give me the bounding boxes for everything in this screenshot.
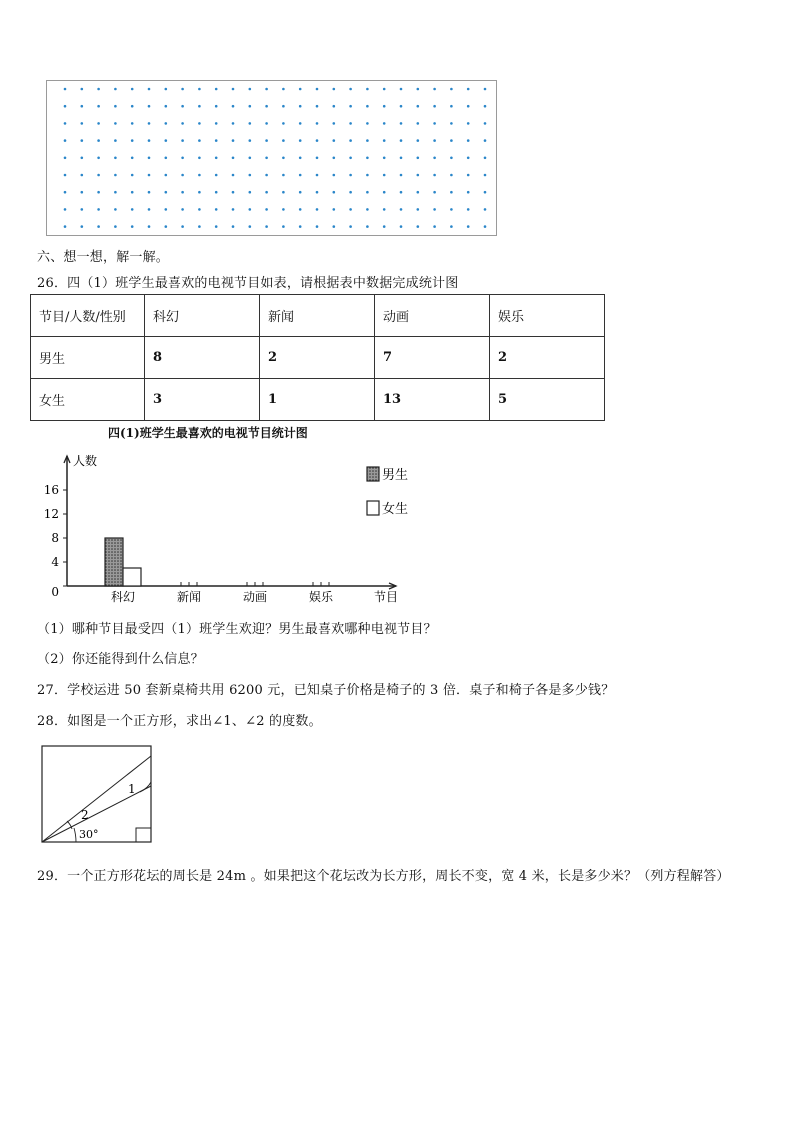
grid-dot xyxy=(181,157,184,160)
grid-dot xyxy=(333,174,336,177)
grid-dot xyxy=(349,157,352,160)
y-tick-label: 0 xyxy=(51,585,59,599)
grid-dot xyxy=(484,105,487,108)
grid-dot xyxy=(81,208,84,211)
grid-dot xyxy=(131,191,134,194)
grid-dot xyxy=(433,105,436,108)
bar-girls xyxy=(123,568,141,586)
grid-dot xyxy=(383,157,386,160)
grid-dot xyxy=(417,225,420,228)
legend-swatch xyxy=(367,501,379,515)
grid-dot xyxy=(232,122,235,125)
grid-dot xyxy=(299,105,302,108)
grid-dot xyxy=(81,174,84,177)
grid-dot xyxy=(215,105,218,108)
grid-dot xyxy=(299,174,302,177)
grid-dot xyxy=(114,157,117,160)
tv-program-table xyxy=(30,294,605,421)
table-cell: 1 xyxy=(260,379,375,421)
grid-dot xyxy=(316,225,319,228)
grid-dot xyxy=(81,122,84,125)
grid-dot xyxy=(181,122,184,125)
table-cell: 2 xyxy=(490,337,605,379)
grid-dot xyxy=(148,191,151,194)
table-cell: 男生 xyxy=(31,337,145,379)
grid-dot xyxy=(165,105,168,108)
angle30-label: 30° xyxy=(79,828,99,841)
grid-dot xyxy=(349,174,352,177)
grid-dot xyxy=(265,157,268,160)
grid-dot xyxy=(131,122,134,125)
grid-dot xyxy=(282,225,285,228)
grid-dot xyxy=(333,191,336,194)
grid-dot xyxy=(64,225,67,228)
grid-dot xyxy=(467,157,470,160)
grid-dot xyxy=(198,122,201,125)
grid-dot xyxy=(114,174,117,177)
grid-dot xyxy=(81,225,84,228)
grid-dot xyxy=(333,208,336,211)
table-cell: 2 xyxy=(260,337,375,379)
x-tick-label: 新闻 xyxy=(176,590,202,604)
grid-dot xyxy=(450,208,453,211)
grid-dot xyxy=(81,191,84,194)
grid-dot xyxy=(333,139,336,142)
dot-grid-paper xyxy=(46,80,497,236)
y-tick-label: 4 xyxy=(51,555,59,569)
grid-dot xyxy=(265,88,268,91)
grid-dot xyxy=(282,122,285,125)
grid-dot xyxy=(64,191,67,194)
chart-title: 四(1)班学生最喜欢的电视节目统计图 xyxy=(108,426,308,440)
grid-dot xyxy=(97,174,100,177)
x-tick-label: 动画 xyxy=(242,590,268,604)
grid-dot xyxy=(232,191,235,194)
chart-svg xyxy=(30,422,430,607)
grid-dot xyxy=(400,208,403,211)
legend-swatch xyxy=(367,467,379,481)
grid-dot xyxy=(232,157,235,160)
table-header-cell: 科幻 xyxy=(145,295,260,337)
grid-dot xyxy=(417,139,420,142)
grid-dot xyxy=(97,105,100,108)
grid-dot xyxy=(450,88,453,91)
grid-dot xyxy=(232,208,235,211)
grid-dot xyxy=(148,139,151,142)
table-cell: 13 xyxy=(375,379,490,421)
grid-dot xyxy=(417,105,420,108)
grid-dot xyxy=(148,225,151,228)
grid-dot xyxy=(316,191,319,194)
grid-dot xyxy=(433,139,436,142)
grid-dot xyxy=(433,157,436,160)
grid-dot xyxy=(181,88,184,91)
grid-dot xyxy=(484,157,487,160)
table-row xyxy=(31,379,605,421)
grid-dot xyxy=(299,157,302,160)
grid-dot xyxy=(198,174,201,177)
x-tick-label: 科幻 xyxy=(110,590,136,604)
grid-dot xyxy=(81,139,84,142)
grid-dot xyxy=(467,208,470,211)
grid-dot xyxy=(148,122,151,125)
grid-dot xyxy=(131,174,134,177)
grid-dot xyxy=(484,174,487,177)
grid-dot xyxy=(349,225,352,228)
grid-dot xyxy=(282,88,285,91)
grid-dot xyxy=(215,139,218,142)
grid-dot xyxy=(181,174,184,177)
grid-dot xyxy=(64,139,67,142)
grid-dot xyxy=(148,174,151,177)
grid-dot xyxy=(316,105,319,108)
grid-dot xyxy=(450,157,453,160)
grid-dot xyxy=(114,88,117,91)
grid-dot xyxy=(400,157,403,160)
grid-dot xyxy=(97,191,100,194)
grid-dot xyxy=(165,174,168,177)
grid-dot xyxy=(198,225,201,228)
grid-dot xyxy=(265,174,268,177)
grid-dot xyxy=(316,88,319,91)
grid-dot xyxy=(64,208,67,211)
grid-dot xyxy=(114,191,117,194)
grid-dot xyxy=(198,139,201,142)
grid-dot xyxy=(249,191,252,194)
grid-dot xyxy=(366,157,369,160)
grid-dot xyxy=(148,157,151,160)
grid-dot xyxy=(383,88,386,91)
grid-dot xyxy=(349,139,352,142)
table-header-cell: 新闻 xyxy=(260,295,375,337)
grid-dot xyxy=(181,225,184,228)
grid-dot xyxy=(299,191,302,194)
grid-dot xyxy=(366,105,369,108)
grid-dot xyxy=(114,139,117,142)
grid-dot xyxy=(165,225,168,228)
grid-dot xyxy=(64,88,67,91)
grid-dot xyxy=(265,208,268,211)
grid-dot xyxy=(198,88,201,91)
grid-dot xyxy=(97,225,100,228)
grid-dot xyxy=(417,157,420,160)
grid-dot xyxy=(333,122,336,125)
grid-dot xyxy=(484,208,487,211)
grid-dot xyxy=(148,105,151,108)
grid-dot xyxy=(131,208,134,211)
grid-dot xyxy=(282,157,285,160)
grid-dot xyxy=(249,157,252,160)
grid-dot xyxy=(282,191,285,194)
grid-dot xyxy=(333,88,336,91)
grid-dot xyxy=(450,225,453,228)
grid-dot xyxy=(148,208,151,211)
grid-dot xyxy=(316,122,319,125)
grid-dot xyxy=(97,88,100,91)
grid-dot xyxy=(249,105,252,108)
section-heading: 六、想一想，解一解。 xyxy=(37,250,170,265)
grid-dot xyxy=(165,122,168,125)
grid-dot xyxy=(484,225,487,228)
grid-dot xyxy=(282,174,285,177)
q28-text: 28．如图是一个正方形，求出∠1、∠2 的度数。 xyxy=(37,714,322,729)
grid-dot xyxy=(114,105,117,108)
grid-dot xyxy=(299,88,302,91)
grid-dot xyxy=(249,208,252,211)
angle1-label: 1 xyxy=(128,782,136,796)
grid-dot xyxy=(467,105,470,108)
grid-dot xyxy=(400,191,403,194)
grid-dot xyxy=(232,225,235,228)
grid-dot xyxy=(383,174,386,177)
grid-dot xyxy=(114,122,117,125)
grid-dot xyxy=(433,88,436,91)
grid-dot xyxy=(265,122,268,125)
dot-grid-svg xyxy=(47,81,496,235)
grid-dot xyxy=(383,208,386,211)
x-tick-label: 娱乐 xyxy=(308,590,334,604)
grid-dot xyxy=(400,174,403,177)
grid-dot xyxy=(97,157,100,160)
grid-dot xyxy=(299,139,302,142)
grid-dot xyxy=(333,157,336,160)
q26-text: 26．四（1）班学生最喜欢的电视节目如表，请根据表中数据完成统计图 xyxy=(37,276,459,291)
grid-dot xyxy=(349,105,352,108)
x-axis-label: 节目 xyxy=(374,590,399,604)
grid-dot xyxy=(198,157,201,160)
grid-dot xyxy=(232,88,235,91)
grid-dot xyxy=(148,88,151,91)
grid-dot xyxy=(433,191,436,194)
grid-dot xyxy=(165,139,168,142)
grid-dot xyxy=(131,88,134,91)
grid-dot xyxy=(450,174,453,177)
grid-dot xyxy=(97,139,100,142)
grid-dot xyxy=(484,139,487,142)
grid-dot xyxy=(249,174,252,177)
bar-boys xyxy=(105,538,123,586)
grid-dot xyxy=(181,208,184,211)
grid-dot xyxy=(316,174,319,177)
grid-dot xyxy=(433,208,436,211)
grid-dot xyxy=(417,191,420,194)
grid-dot xyxy=(366,139,369,142)
grid-dot xyxy=(316,139,319,142)
grid-dot xyxy=(450,191,453,194)
grid-dot xyxy=(165,88,168,91)
grid-dot xyxy=(215,191,218,194)
table-cell: 5 xyxy=(490,379,605,421)
grid-dot xyxy=(467,225,470,228)
grid-dot xyxy=(316,157,319,160)
grid-dot xyxy=(97,208,100,211)
grid-dot xyxy=(400,88,403,91)
grid-dot xyxy=(81,105,84,108)
grid-dot xyxy=(265,191,268,194)
grid-dot xyxy=(215,208,218,211)
grid-dot xyxy=(299,225,302,228)
grid-dot xyxy=(249,122,252,125)
grid-dot xyxy=(114,225,117,228)
grid-dot xyxy=(333,225,336,228)
grid-dot xyxy=(366,174,369,177)
grid-dot xyxy=(366,191,369,194)
grid-dot xyxy=(467,174,470,177)
grid-dot xyxy=(131,105,134,108)
grid-dot xyxy=(417,88,420,91)
grid-dot xyxy=(81,88,84,91)
grid-dot xyxy=(400,139,403,142)
grid-dot xyxy=(64,174,67,177)
grid-dot xyxy=(215,157,218,160)
grid-dot xyxy=(417,208,420,211)
table-header-cell: 动画 xyxy=(375,295,490,337)
grid-dot xyxy=(282,208,285,211)
grid-dot xyxy=(433,174,436,177)
q29-text: 29．一个正方形花坛的周长是 24m 。如果把这个花坛改为长方形，周长不变，宽 4 米，长是多少米？（列方程解答） xyxy=(37,869,730,884)
grid-dot xyxy=(64,122,67,125)
grid-dot xyxy=(215,88,218,91)
grid-dot xyxy=(97,122,100,125)
grid-dot xyxy=(215,122,218,125)
grid-dot xyxy=(165,191,168,194)
grid-dot xyxy=(198,191,201,194)
table-header-cell: 节目/人数/性别 xyxy=(31,295,145,337)
grid-dot xyxy=(316,208,319,211)
table-cell: 8 xyxy=(145,337,260,379)
grid-dot xyxy=(383,225,386,228)
grid-dot xyxy=(181,191,184,194)
bar-chart xyxy=(30,422,430,607)
grid-dot xyxy=(484,191,487,194)
grid-dot xyxy=(64,157,67,160)
grid-dot xyxy=(467,191,470,194)
grid-dot xyxy=(349,88,352,91)
grid-dot xyxy=(417,122,420,125)
grid-dot xyxy=(433,225,436,228)
table-header-cell: 娱乐 xyxy=(490,295,605,337)
right-angle-mark xyxy=(136,828,151,842)
grid-dot xyxy=(165,208,168,211)
grid-dot xyxy=(131,139,134,142)
y-tick-label: 16 xyxy=(43,483,59,497)
grid-dot xyxy=(64,105,67,108)
grid-dot xyxy=(249,139,252,142)
grid-dot xyxy=(249,225,252,228)
grid-dot xyxy=(249,88,252,91)
grid-dot xyxy=(450,139,453,142)
grid-dot xyxy=(400,225,403,228)
grid-dot xyxy=(165,157,168,160)
grid-dot xyxy=(131,225,134,228)
grid-dot xyxy=(333,105,336,108)
q27-text: 27．学校运进 50 套新桌椅共用 6200 元，已知桌子价格是椅子的 3 倍．桌子和椅子各是多少钱？ xyxy=(37,683,615,698)
grid-dot xyxy=(282,139,285,142)
grid-dot xyxy=(383,105,386,108)
y-axis-label: 人数 xyxy=(73,454,98,468)
grid-dot xyxy=(450,122,453,125)
angle2-label: 2 xyxy=(81,808,89,822)
grid-dot xyxy=(467,139,470,142)
grid-dot xyxy=(484,88,487,91)
grid-dot xyxy=(198,105,201,108)
legend-label: 男生 xyxy=(382,468,409,483)
grid-dot xyxy=(215,225,218,228)
grid-dot xyxy=(131,157,134,160)
grid-dot xyxy=(383,139,386,142)
grid-dot xyxy=(467,122,470,125)
grid-dot xyxy=(349,208,352,211)
square-figure xyxy=(40,744,155,846)
grid-dot xyxy=(299,208,302,211)
table-cell: 7 xyxy=(375,337,490,379)
table-cell: 女生 xyxy=(31,379,145,421)
grid-dot xyxy=(366,225,369,228)
grid-dot xyxy=(265,225,268,228)
table-row xyxy=(31,337,605,379)
grid-dot xyxy=(265,105,268,108)
grid-dot xyxy=(484,122,487,125)
grid-dot xyxy=(400,105,403,108)
grid-dot xyxy=(417,174,420,177)
grid-dot xyxy=(215,174,218,177)
grid-dot xyxy=(198,208,201,211)
y-tick-label: 8 xyxy=(51,531,59,545)
grid-dot xyxy=(366,122,369,125)
grid-dot xyxy=(181,139,184,142)
table-cell: 3 xyxy=(145,379,260,421)
grid-dot xyxy=(232,174,235,177)
grid-dot xyxy=(299,122,302,125)
grid-dot xyxy=(181,105,184,108)
grid-dot xyxy=(467,88,470,91)
q26-sub2: （2）你还能得到什么信息？ xyxy=(37,652,204,667)
table-header-row xyxy=(31,295,605,337)
grid-dot xyxy=(433,122,436,125)
grid-dot xyxy=(81,157,84,160)
y-tick-label: 12 xyxy=(43,507,59,521)
angle30-arc xyxy=(74,828,76,842)
legend-label: 女生 xyxy=(382,502,409,517)
grid-dot xyxy=(383,191,386,194)
grid-dot xyxy=(349,122,352,125)
q26-sub1: （1）哪种节目最受四（1）班学生欢迎？男生最喜欢哪种电视节目？ xyxy=(37,622,437,637)
grid-dot xyxy=(349,191,352,194)
grid-dot xyxy=(265,139,268,142)
grid-dot xyxy=(114,208,117,211)
grid-dot xyxy=(232,105,235,108)
grid-dot xyxy=(450,105,453,108)
grid-dot xyxy=(400,122,403,125)
grid-dot xyxy=(366,88,369,91)
grid-dot xyxy=(282,105,285,108)
grid-dot xyxy=(366,208,369,211)
grid-dot xyxy=(383,122,386,125)
grid-dot xyxy=(232,139,235,142)
